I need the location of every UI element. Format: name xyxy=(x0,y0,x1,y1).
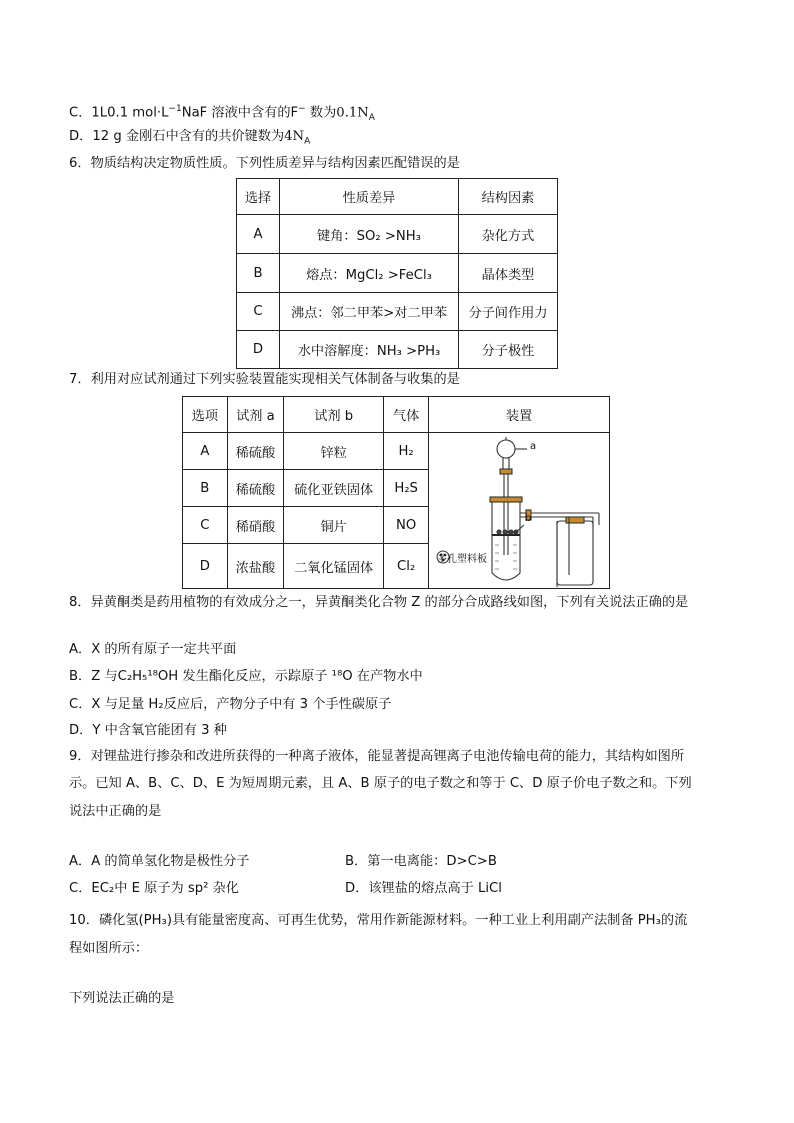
q8-option-a: A．X 的所有原子一定共平面 xyxy=(69,642,237,657)
q9-option-c: C．EC₂中 E 原子为 sp² 杂化 xyxy=(69,881,239,896)
q7-header-gas: 气体 xyxy=(384,397,429,433)
q7-stem: 7．利用对应试剂通过下列实验装置能实现相关气体制备与收集的是 xyxy=(69,372,460,387)
q6-row-d-opt: D xyxy=(237,331,280,369)
q5c-val: 0.1N xyxy=(336,105,369,121)
q8-stem: 8．异黄酮类是药用植物的有效成分之一，异黄酮类化合物 Z 的部分合成路线如图，下列有关说法正确的是 xyxy=(69,595,689,610)
q9-option-d: D．该锂盐的熔点高于 LiCl xyxy=(345,881,502,896)
q10-stem-line1: 10．磷化氢(PH₃)具有能量密度高、可再生优势，常用作新能源材料。一种工业上利用副产法制备 PH₃的流 xyxy=(69,913,688,928)
q8-option-c: C．X 与足量 H₂反应后，产物分子中有 3 个手性碳原子 xyxy=(69,697,392,712)
q6-row-c-prop: 沸点：邻二甲苯>对二甲苯 xyxy=(280,293,459,331)
q7-row-a-gas: H₂ xyxy=(384,433,429,470)
q7-row-c-reagent-a: 稀硝酸 xyxy=(227,507,284,544)
q6-header-property: 性质差异 xyxy=(280,179,459,215)
apparatus-label-a: a xyxy=(530,441,537,452)
q7-apparatus-cell xyxy=(429,433,610,589)
q7-row-c-reagent-b: 铜片 xyxy=(284,507,384,544)
q6-header-factor: 结构因素 xyxy=(459,179,558,215)
q5-option-d xyxy=(69,128,310,151)
q7-row-a-reagent-a: 稀硫酸 xyxy=(227,433,284,470)
q6-row-a-prop: 键角：SO₂ >NH₃ xyxy=(280,215,459,254)
q7-row-c-gas: NO xyxy=(384,507,429,544)
q5d-val: 4N xyxy=(284,129,305,144)
apparatus-label-b: b xyxy=(525,513,532,524)
q10-stem-line2: 程如图所示： xyxy=(69,941,149,956)
q7-row-c-opt: C xyxy=(183,507,228,544)
q6-header-option: 选择 xyxy=(237,179,280,215)
q9-option-a: A．A 的简单氢化物是极性分子 xyxy=(69,854,250,869)
q7-row-d-reagent-b: 二氧化锰固体 xyxy=(284,544,384,589)
q5c-sup: −1 xyxy=(168,104,182,114)
q6-row-b-factor: 晶体类型 xyxy=(459,254,558,293)
apparatus-plate-label: 多孔塑料板 xyxy=(437,554,487,565)
q7-row-a-reagent-b: 锌粒 xyxy=(284,433,384,470)
q7-row-d-reagent-a: 浓盐酸 xyxy=(227,544,284,589)
q7-row-d-gas: Cl₂ xyxy=(384,544,429,589)
q9-stem-line3: 说法中正确的是 xyxy=(69,804,162,819)
q7-header-option: 选项 xyxy=(183,397,228,433)
q7-header-reagent-b: 试剂 b xyxy=(284,397,384,433)
q6-row-c-opt: C xyxy=(237,293,280,331)
q5c-prefix: C．1L0.1 mol·L xyxy=(69,105,169,121)
q6-row-a-factor: 杂化方式 xyxy=(459,215,558,254)
q7-table xyxy=(182,396,610,589)
q9-option-b: B．第一电离能：D>C>B xyxy=(345,854,497,869)
q6-row-b-prop: 熔点：MgCl₂ >FeCl₃ xyxy=(280,254,459,293)
q7-row-b-reagent-a: 稀硫酸 xyxy=(227,470,284,507)
q6-row-c-factor: 分子间作用力 xyxy=(459,293,558,331)
q7-header-reagent-a: 试剂 a xyxy=(227,397,284,433)
q7-row-a-opt: A xyxy=(183,433,228,470)
q7-header-apparatus: 装置 xyxy=(429,397,610,433)
q5-option-c xyxy=(69,100,375,127)
q6-stem: 6．物质结构决定物质性质。下列性质差异与结构因素匹配错误的是 xyxy=(69,156,460,171)
q7-row-b-reagent-b: 硫化亚铁固体 xyxy=(284,470,384,507)
q6-row-a-opt: A xyxy=(237,215,280,254)
q6-row-d-factor: 分子极性 xyxy=(459,331,558,369)
q9-stem-line1: 9．对锂盐进行掺杂和改进所获得的一种离子液体，能显著提高锂离子电池传输电荷的能力，其结构如图所 xyxy=(69,749,685,764)
q9-stem-line2: 示。已知 A、B、C、D、E 为短周期元素，且 A、B 原子的电子数之和等于 C、D 原子价电子数之和。下列 xyxy=(69,776,692,791)
q8-option-d: D．Y 中含氧官能团有 3 种 xyxy=(69,723,227,738)
q7-row-b-gas: H₂S xyxy=(384,470,429,507)
q5d-prefix: D．12 g 金刚石中含有的共价键数为 xyxy=(69,129,285,144)
q7-row-b-opt: B xyxy=(183,470,228,507)
q7-row-d-opt: D xyxy=(183,544,228,589)
q5c-mid2: 数为 xyxy=(305,105,337,121)
q6-row-d-prop: 水中溶解度：NH₃ >PH₃ xyxy=(280,331,459,369)
q5c-sup2: − xyxy=(298,104,306,114)
q5c-sub: A xyxy=(368,113,375,124)
q6-table xyxy=(236,178,558,369)
q10-stem-line3: 下列说法正确的是 xyxy=(69,991,175,1006)
q8-option-b: B．Z 与C₂H₅¹⁸OH 发生酯化反应，示踪原子 ¹⁸O 在产物水中 xyxy=(69,669,423,684)
q6-row-b-opt: B xyxy=(237,254,280,293)
q5d-sub: A xyxy=(304,136,311,147)
q5c-mid: NaF 溶液中含有的F xyxy=(181,105,299,121)
